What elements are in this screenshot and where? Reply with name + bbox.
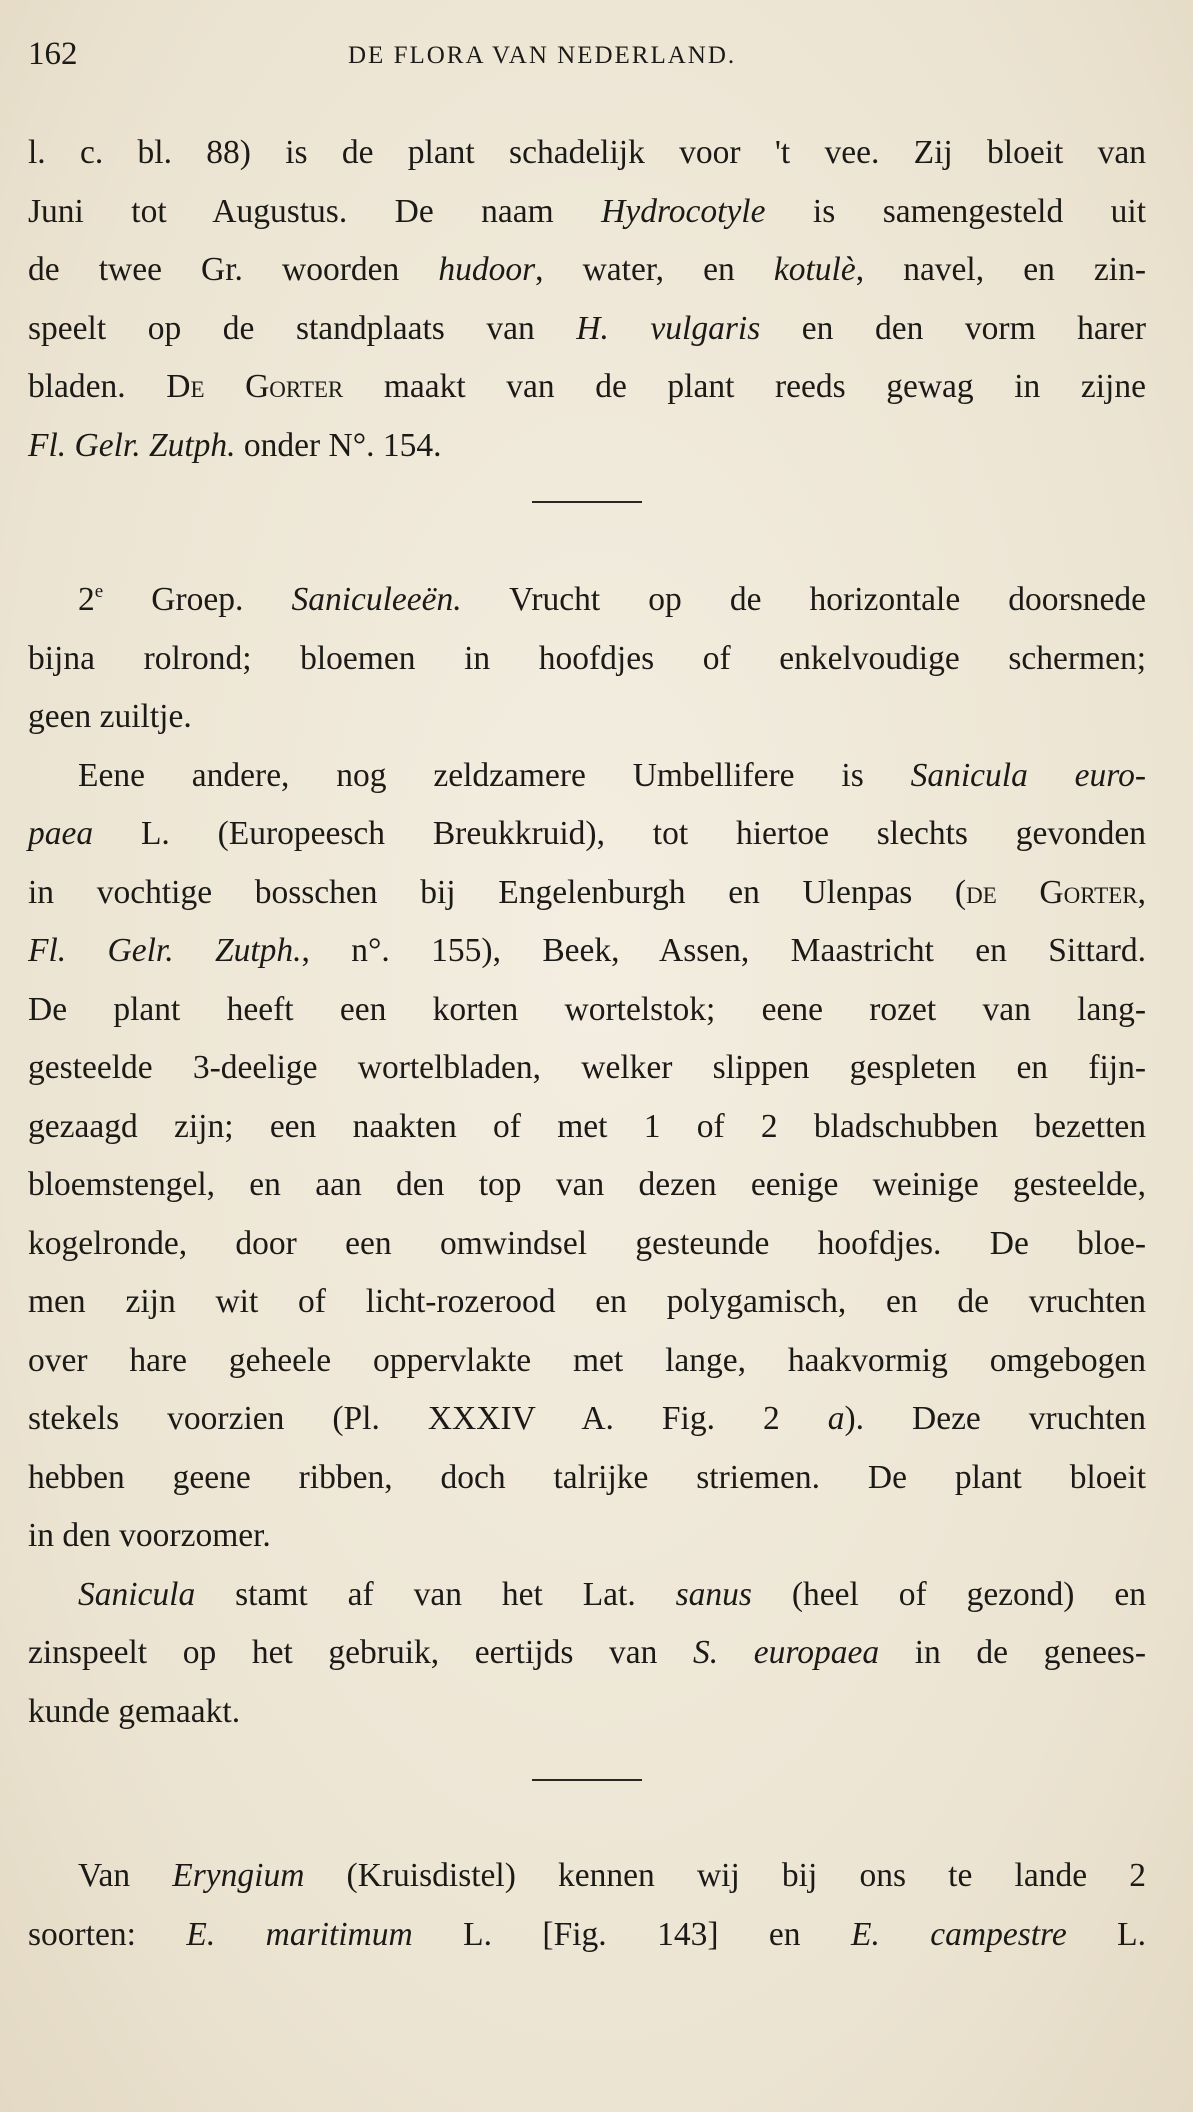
section-divider <box>532 1779 642 1781</box>
section-divider <box>532 501 642 503</box>
text-line: geen zuiltje. <box>28 698 192 735</box>
text-line: over hare geheele oppervlakte met lange, haakvormig omgebogen <box>28 1341 1146 1379</box>
text-line: Juni tot Augustus. De naam Hydrocotyle is samengesteld uit <box>28 192 1147 230</box>
text-line: Van Eryngium (Kruisdistel) kennen wij bij ons te lande 2 <box>78 1857 1146 1894</box>
paragraph-group-saniculeae <box>28 563 1146 747</box>
text-line: l. c. bl. 88) is de plant schadelijk voor 't vee. Zij bloeit van <box>28 134 1146 171</box>
text-line: bloemstengel, en aan den top van dezen eenige weinige gesteelde, <box>28 1166 1146 1203</box>
text-line: soorten: E. maritimum L. [Fig. 143] en E. campestre L. <box>28 1915 1146 1953</box>
text-line: hebben geene ribben, doch talrijke striemen. De plant bloeit <box>28 1458 1146 1496</box>
text-line: paea L. (Europeesch Breukkruid), tot hiertoe slechts gevonden <box>28 815 1146 852</box>
text-line: kunde gemaakt. <box>28 1692 241 1730</box>
page-number: 162 <box>28 36 78 72</box>
text-line: speelt op de standplaats van H. vulgaris en den vorm harer <box>28 309 1146 347</box>
text-line: stekels voorzien (Pl. XXXIV A. Fig. 2 a). Deze vruchten <box>28 1400 1147 1437</box>
text-line: gesteelde 3-deelige wortelbladen, welker slippen gespleten en fijn- <box>28 1049 1146 1086</box>
page-body <box>28 124 1146 1964</box>
text-line: Fl. Gelr. Zutph., n°. 155), Beek, Assen, Maastricht en Sittard. <box>28 932 1146 969</box>
running-head: DE FLORA VAN NEDERLAND. <box>348 42 737 69</box>
text-line: in den voorzomer. <box>28 1517 271 1554</box>
text-line: de twee Gr. woorden hudoor, water, en kotulè, navel, en zin- <box>28 251 1147 288</box>
text-line: De plant heeft een korten wortelstok; eene rozet van lang- <box>28 990 1146 1028</box>
text-line: Eene andere, nog zeldzamere Umbellifere is Sanicula euro- <box>78 756 1146 794</box>
text-line: zinspeelt op het gebruik, eertijds van S. europaea in de genees- <box>28 1634 1146 1671</box>
paragraph-sanicula-europaea <box>28 747 1146 1566</box>
text-line: kogelronde, door een omwindsel gesteunde hoofdjes. De bloe- <box>28 1224 1146 1262</box>
text-line: gezaagd zijn; een naakten of met 1 of 2 bladschubben bezetten <box>28 1107 1146 1145</box>
text-line: Sanicula stamt af van het Lat. sanus (heel of gezond) en <box>78 1575 1146 1613</box>
paragraph-eryngium <box>28 1847 1146 1964</box>
text-line: in vochtige bosschen bij Engelenburgh en Ulenpas (de Gorter, <box>28 873 1146 911</box>
paragraph-sanicula-etymology <box>28 1566 1146 1742</box>
page-header <box>28 28 1148 78</box>
text-line: men zijn wit of licht-rozerood en polygamisch, en de vruchten <box>28 1283 1146 1320</box>
text-line: bijna rolrond; bloemen in hoofdjes of enkelvoudige schermen; <box>28 639 1146 677</box>
paragraph-hydrocotyle-etymology <box>28 124 1146 475</box>
text-line: Fl. Gelr. Zutph. onder N°. 154. <box>28 426 442 464</box>
text-line: bladen. De Gorter maakt van de plant reeds gewag in zijne <box>28 368 1146 405</box>
text-line: 2e Groep. Saniculeeën. Vrucht op de horizontale doorsnede <box>78 581 1146 618</box>
